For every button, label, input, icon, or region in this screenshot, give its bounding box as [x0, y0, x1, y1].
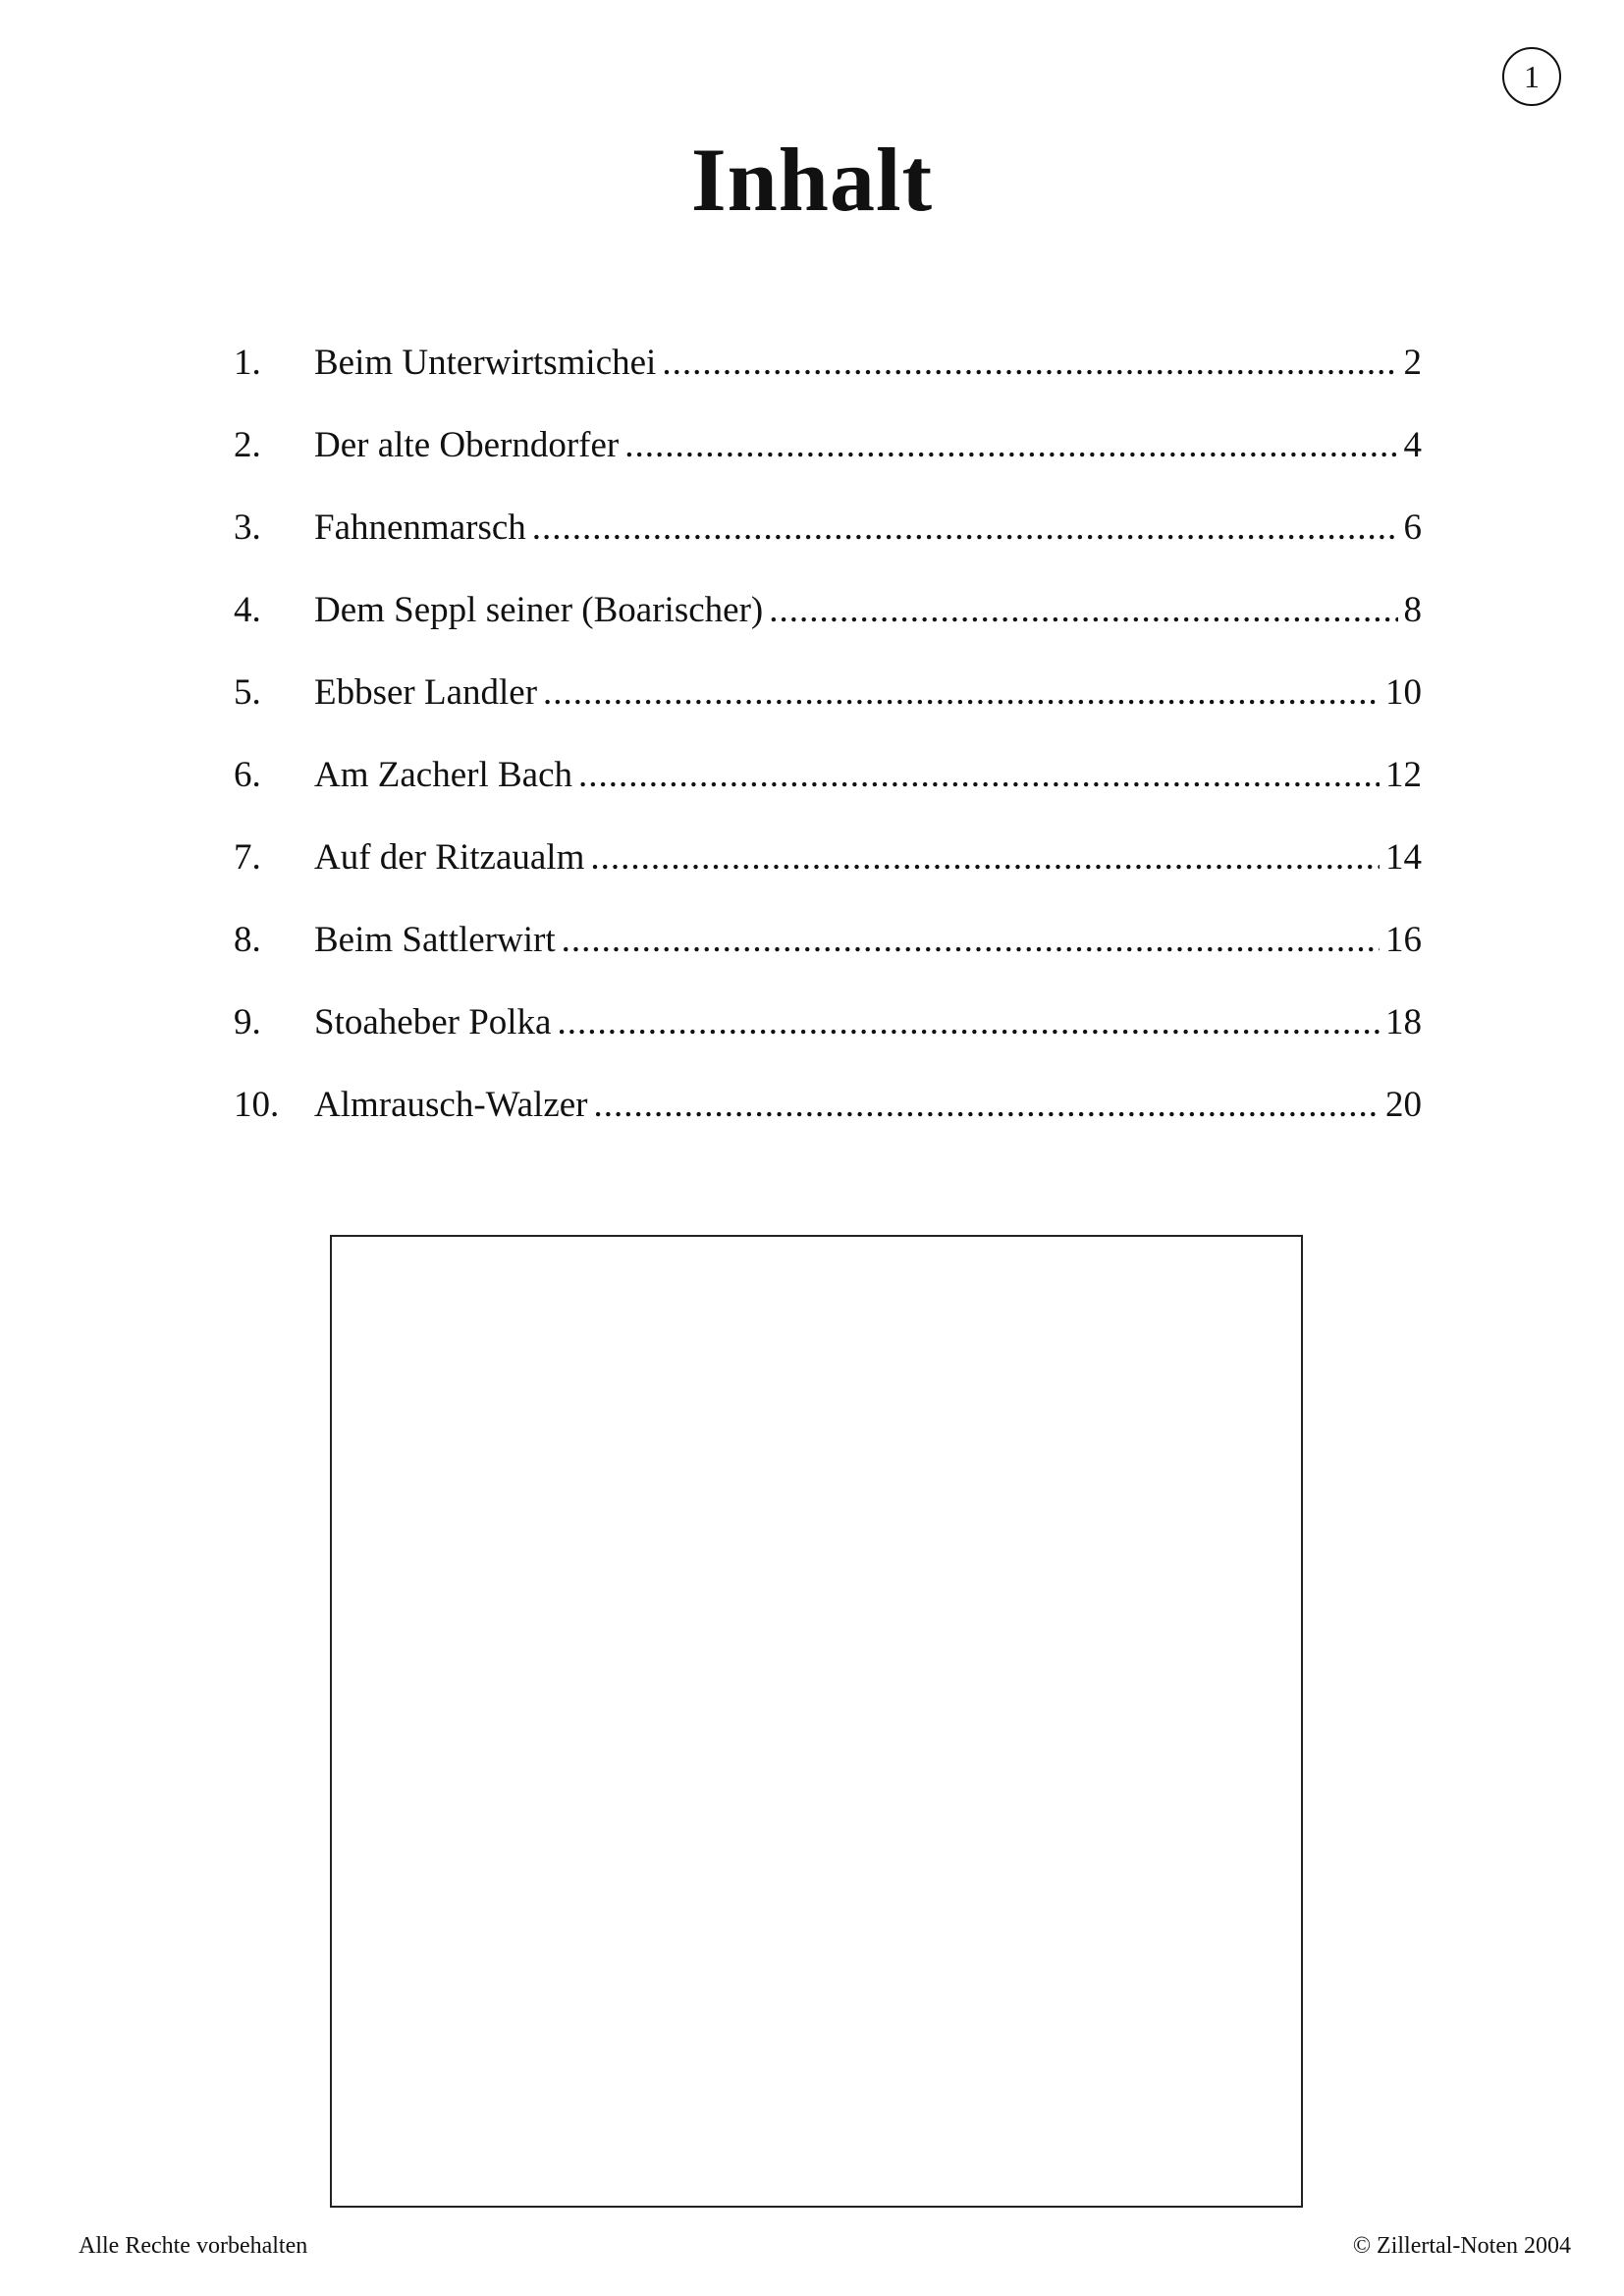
toc-entry[interactable]	[234, 414, 1422, 497]
toc-entry[interactable]	[234, 827, 1422, 909]
toc-entry[interactable]	[234, 991, 1422, 1074]
toc-entry-title: Fahnenmarsch	[314, 507, 526, 548]
toc-entry-number: 6.	[234, 755, 261, 795]
toc-entry-page: 14	[1385, 837, 1422, 878]
toc-entry-page: 20	[1385, 1085, 1422, 1125]
toc-dot-leader	[662, 332, 1397, 395]
toc-entry-page: 18	[1385, 1002, 1422, 1042]
table-of-contents	[234, 332, 1422, 1156]
toc-entry-page: 6	[1403, 507, 1422, 548]
footer-copyright: © Zillertal-Noten 2004	[1352, 2233, 1571, 2259]
toc-entry[interactable]	[234, 579, 1422, 662]
toc-dot-leader	[769, 579, 1397, 642]
toc-entry[interactable]	[234, 662, 1422, 744]
toc-entry[interactable]	[234, 1074, 1422, 1156]
page-number: 1	[1524, 58, 1540, 94]
toc-entry-title: Am Zacherl Bach	[314, 755, 572, 795]
toc-dot-leader	[532, 497, 1398, 560]
toc-entry-title: Der alte Oberndorfer	[314, 425, 620, 465]
toc-entry-number: 4.	[234, 590, 261, 630]
toc-entry[interactable]	[234, 909, 1422, 991]
footer-rights-notice: Alle Rechte vorbehalten	[79, 2233, 308, 2259]
toc-dot-leader	[562, 909, 1380, 972]
toc-entry-title: Ebbser Landler	[314, 672, 538, 713]
toc-entry-title: Almrausch-Walzer	[314, 1085, 588, 1125]
toc-entry-page: 8	[1403, 590, 1422, 630]
toc-entry-title: Dem Seppl seiner (Boarischer)	[314, 590, 764, 630]
toc-entry-number: 2.	[234, 425, 261, 465]
page-number-badge	[1502, 47, 1561, 106]
toc-entry-title: Beim Unterwirtsmichei	[314, 343, 657, 383]
toc-entry-page: 12	[1385, 755, 1422, 795]
toc-dot-leader	[590, 827, 1380, 889]
toc-entry-number: 1.	[234, 343, 261, 383]
toc-entry[interactable]	[234, 332, 1422, 414]
toc-entry-page: 4	[1403, 425, 1422, 465]
toc-entry-number: 10.	[234, 1085, 280, 1125]
page-title: Inhalt	[690, 130, 934, 230]
toc-entry-page: 2	[1403, 343, 1422, 383]
toc-dot-leader	[578, 744, 1380, 807]
toc-dot-leader	[624, 414, 1397, 477]
toc-entry-number: 5.	[234, 672, 261, 713]
toc-entry-title: Beim Sattlerwirt	[314, 920, 556, 960]
toc-entry-page: 10	[1385, 672, 1422, 713]
toc-entry-page: 16	[1385, 920, 1422, 960]
toc-entry[interactable]	[234, 744, 1422, 827]
toc-entry-number: 7.	[234, 837, 261, 878]
toc-entry[interactable]	[234, 497, 1422, 579]
toc-entry-title: Stoaheber Polka	[314, 1002, 552, 1042]
toc-dot-leader	[594, 1074, 1380, 1137]
toc-entry-number: 3.	[234, 507, 261, 548]
toc-dot-leader	[557, 991, 1380, 1054]
toc-dot-leader	[543, 662, 1380, 724]
toc-entry-number: 9.	[234, 1002, 261, 1042]
image-placeholder-frame	[330, 1235, 1303, 2208]
toc-entry-number: 8.	[234, 920, 261, 960]
toc-entry-title: Auf der Ritzaualm	[314, 837, 585, 878]
